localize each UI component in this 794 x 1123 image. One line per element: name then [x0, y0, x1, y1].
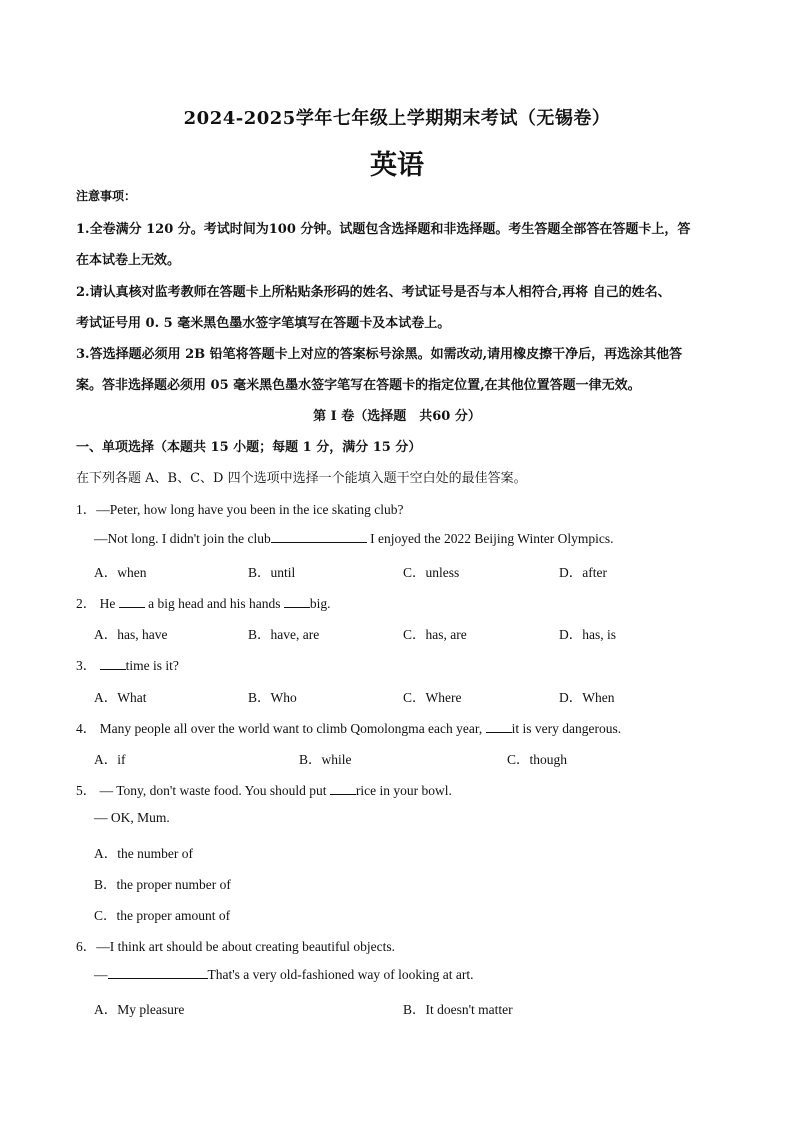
q2-text-end: big.: [309, 596, 331, 611]
note-3-line-2: 案。答非选择题必须用 05 毫米黑色墨水签字笔写在答题卡的指定位置,在其他位置答题一律无效。: [76, 378, 641, 393]
q5-option-c: C．the proper amount of: [94, 908, 231, 923]
q4-option-b: B．while: [299, 752, 352, 767]
q6-stem: 6．—I think art should be about creating beautiful objects.: [76, 939, 396, 954]
q2-blank-2: [284, 595, 310, 608]
q2-option-d: D．has, is: [559, 627, 616, 642]
q2-stem: [76, 592, 330, 612]
q1-stem: 1．—Peter, how long have you been in the ice skating club?: [76, 502, 404, 517]
q1-text-after-blank: I enjoyed the 2022 Beijing Winter Olympics.: [366, 531, 614, 546]
q1-option-b: B．until: [248, 565, 296, 580]
q1-option-c: C．unless: [403, 565, 460, 580]
q5-text-end: rice in your bowl.: [355, 783, 452, 798]
q6-text-after-blank: That's a very old-fashioned way of looking at art.: [207, 967, 474, 982]
q2-option-b: B．have, are: [248, 627, 320, 642]
q4-blank: [486, 720, 512, 733]
q4-text-end: it is very dangerous.: [511, 721, 622, 736]
q5-blank: [330, 782, 356, 795]
subject-title: 英语: [370, 150, 424, 181]
section-heading: 一、单项选择（本题共 15 小题；每题 1 分，满分 15 分）: [76, 440, 422, 455]
q3-text-end: time is it?: [125, 658, 179, 673]
exam-title: 2024-2025学年七年级上学期期末考试（无锡卷）: [183, 108, 611, 129]
q3-option-a: A．What: [94, 690, 147, 705]
q3-option-d: D．When: [559, 690, 615, 705]
q5-option-b: B．the proper number of: [94, 877, 231, 892]
q5-stem: [76, 779, 452, 799]
q5-text-start: 5． — Tony, don't waste food. You should put: [76, 783, 330, 798]
q3-option-c: C．Where: [403, 690, 462, 705]
q1-option-d: D．after: [559, 565, 607, 580]
q4-text-start: 4． Many people all over the world want to climb Qomolongma each year,: [76, 721, 486, 736]
q2-blank-1: [119, 595, 145, 608]
note-3-line-1: 3.答选择题必须用 2B 铅笔将答题卡上对应的答案标号涂黑。如需改动,请用橡皮擦干净后，再选涂其他答: [76, 347, 683, 362]
q2-option-a: A．has, have: [94, 627, 168, 642]
q6-option-a: A．My pleasure: [94, 1002, 185, 1017]
q3-blank: [100, 657, 126, 670]
q4-stem: [76, 717, 621, 737]
note-2-line-2: 考试证号用 0. 5 毫米黑色墨水签字笔填写在答题卡及本试卷上。: [76, 316, 451, 331]
q3-option-b: B．Who: [248, 690, 297, 705]
q3-text-start: 3．: [76, 658, 100, 673]
q5-reply: — OK, Mum.: [94, 810, 170, 825]
q5-option-a: A．the number of: [94, 846, 193, 861]
note-2-line-1: 2.请认真核对监考教师在答题卡上所粘贴条形码的姓名、考试证号是否与本人相符合,再将 自己的姓名、: [76, 285, 671, 300]
q6-dialogue-line: [94, 966, 473, 983]
notes-heading: 注意事项：: [76, 189, 137, 203]
note-1-line-2: 在本试卷上无效。: [76, 253, 181, 268]
section-instruction: 在下列各题 A、B、C、D 四个选项中选择一个能填入题干空白处的最佳答案。: [76, 471, 527, 486]
q3-stem: [76, 654, 179, 674]
q1-dialogue-line: [94, 530, 613, 547]
q4-option-a: A．if: [94, 752, 126, 767]
note-1-line-1: 1.全卷满分 120 分。考试时间为100 分钟。试题包含选择题和非选择题。考生答题全部答在答题卡上，答: [76, 222, 691, 237]
part-1-title: 第 I 卷（选择题 共60 分）: [313, 409, 481, 424]
q1-answer-blank: [271, 530, 367, 543]
q6-dash: —: [94, 967, 108, 982]
q2-text-start: 2． He: [76, 596, 119, 611]
q1-option-a: A．when: [94, 565, 147, 580]
q2-option-c: C．has, are: [403, 627, 467, 642]
q6-option-b: B．It doesn't matter: [403, 1002, 513, 1017]
q6-answer-blank: [108, 966, 208, 979]
q2-text-middle: a big head and his hands: [144, 596, 284, 611]
q1-text-before-blank: —Not long. I didn't join the club: [94, 531, 271, 546]
q4-option-c: C．though: [507, 752, 568, 767]
